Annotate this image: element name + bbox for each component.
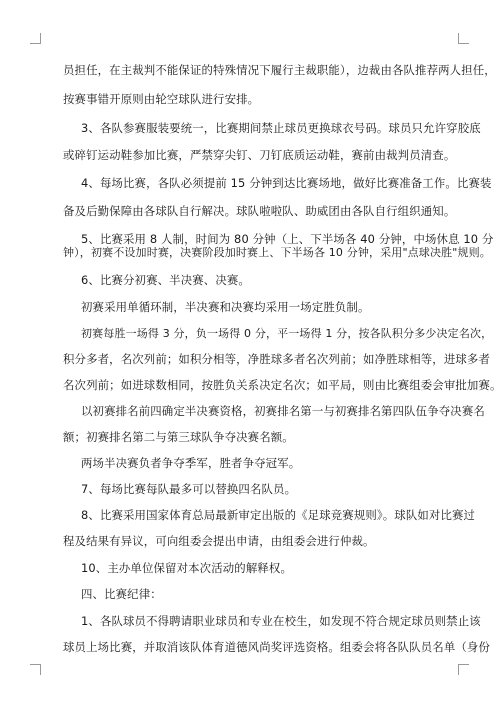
paragraph-line: 名次列前；如进球数相同，按胜负关系决定名次；如平局，则由比赛组委会审批加赛。 [63, 378, 502, 392]
paragraph-line: 以初赛排名前四确定半决赛资格，初赛排名第一与初赛排名第四队伍争夺决赛名 [81, 404, 485, 418]
paragraph-line: 积分多者，名次列前；如积分相等，净胜球多者名次列前；如净胜球相等，进球多者 [63, 352, 491, 366]
paragraph-line: 5、比赛采用 8 人制，时间为 80 分钟（上、下半场各 40 分钟，中场休息 10 分 [81, 232, 494, 246]
paragraph-line: 初赛采用单循环制，半决赛和决赛均采用一场定胜负制。 [81, 300, 370, 314]
crop-mark-bottom-left [30, 664, 41, 675]
paragraph-line: 7、每场比赛每队最多可以替换四名队员。 [81, 482, 297, 496]
paragraph-line: 员担任，在主裁判不能保证的特殊情况下履行主裁职能），边裁由各队推荐两人担任， [63, 63, 496, 77]
crop-mark-top-left [30, 33, 41, 44]
paragraph-line: 两场半决赛负者争夺季军，胜者争夺冠军。 [81, 456, 301, 470]
paragraph-line: 按赛事错开原则由轮空球队进行安排。 [63, 92, 260, 106]
paragraph-line: 10、主办单位保留对本次活动的解释权。 [81, 561, 292, 575]
paragraph-line: 6、比赛分初赛、半决赛、决赛。 [81, 273, 250, 287]
paragraph-line: 3、各队参赛服装要统一，比赛期间禁止球员更换球衣号码。球员只允许穿胶底 [81, 121, 481, 135]
paragraph-line: 或碎钉运动鞋参加比赛，严禁穿尖钉、刀钉底质运动鞋，赛前由裁判员清查。 [63, 148, 456, 162]
paragraph-line: 4、每场比赛，各队必须提前 15 分钟到达比赛场地，做好比赛准备工作。比赛装 [81, 176, 492, 190]
paragraph-line: 钟），初赛不设加时赛，决赛阶段加时赛上、下半场各 10 分钟，采用"点球决胜"规则。 [63, 246, 491, 259]
crop-mark-top-right [458, 33, 469, 44]
crop-mark-bottom-right [458, 664, 469, 675]
paragraph-line: 8、比赛采用国家体育总局最新审定出版的《足球竞赛规则》。球队如对比赛过 [81, 508, 476, 522]
paragraph-line: 程及结果有异议，可向组委会提出申请，由组委会进行仲裁。 [63, 534, 375, 548]
paragraph-line: 1、各队球员不得聘请职业球员和专业在校生，如发现不符合规定球员则禁止该 [81, 614, 481, 628]
paragraph-line: 初赛每胜一场得 3 分，负一场得 0 分，平一场得 1 分，按各队积分多少决定名次， [81, 327, 493, 340]
paragraph-line: 球员上场比赛，并取消该队体育道德风尚奖评选资格。组委会将各队队员名单（身份 [63, 640, 491, 654]
paragraph-line: 备及后勤保障由各球队自行解决。球队啦啦队、助威团由各队自行组织通知。 [63, 204, 456, 218]
section-heading: 四、比赛纪律： [81, 587, 162, 601]
paragraph-line: 额；初赛排名第二与第三球队争夺决赛名额。 [63, 430, 294, 444]
